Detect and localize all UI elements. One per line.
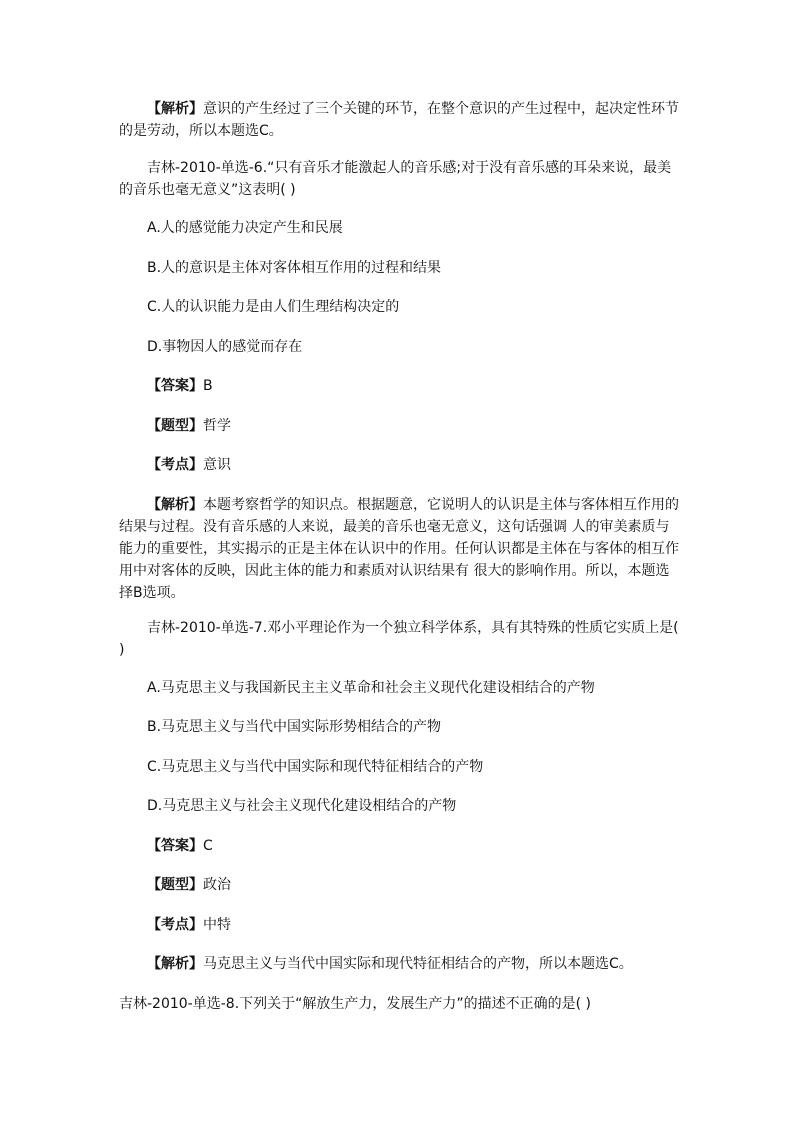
option-text: B.马克思主义与当代中国实际形势相结合的产物 bbox=[147, 719, 442, 735]
answer-value: B bbox=[203, 378, 213, 394]
keypoint-value: 意识 bbox=[203, 457, 231, 473]
keypoint-label: 【考点】 bbox=[147, 457, 203, 473]
analysis-text: 本题考察哲学的知识点。根据题意，它说明人的认识是主体与客体相互作用的结果与过程。没有音乐感的人来说，最美的音乐也毫无意义，这句话强调 人的审美素质与能力的重要性，其实揭示的正是主体在认识中的作用。任何认识都是主体在与客体的相互作用中对客体的反映，因此主体的能力和素质对认识结果有 很大的影响作用。所以，本题选择B选项。 bbox=[119, 497, 679, 601]
analysis-text: 意识的产生经过了三个关键的环节，在整个意识的产生过程中，起决定性环节的是劳动，所以本题选C。 bbox=[119, 101, 679, 139]
answer-value: C bbox=[203, 838, 213, 854]
question-6-stem bbox=[119, 157, 679, 201]
type-line bbox=[119, 874, 679, 896]
option-d bbox=[119, 336, 679, 358]
option-text: C.马克思主义与当代中国实际和现代特征相结合的产物 bbox=[147, 759, 484, 775]
option-a bbox=[119, 217, 679, 239]
type-label: 【题型】 bbox=[147, 877, 203, 893]
type-label: 【题型】 bbox=[147, 418, 203, 434]
option-text: C.人的认识能力是由人们生理结构决定的 bbox=[147, 299, 400, 315]
answer-line bbox=[119, 835, 679, 857]
type-value: 政治 bbox=[203, 877, 231, 893]
option-text: D.事物因人的感觉而存在 bbox=[147, 339, 303, 355]
question-8-stem bbox=[119, 993, 679, 1015]
option-a bbox=[119, 677, 679, 699]
analysis-paragraph bbox=[119, 953, 679, 975]
analysis-paragraph bbox=[119, 494, 679, 604]
option-c bbox=[119, 756, 679, 778]
question-text: 吉林-2010-单选-8.下列关于“解放生产力，发展生产力”的描述不正确的是( ) bbox=[119, 996, 592, 1012]
option-text: A.马克思主义与我国新民主主义革命和社会主义现代化建设相结合的产物 bbox=[147, 680, 595, 696]
option-d bbox=[119, 795, 679, 817]
option-b bbox=[119, 257, 679, 279]
answer-label: 【答案】 bbox=[147, 838, 203, 854]
analysis-paragraph bbox=[119, 98, 679, 142]
analysis-text: 马克思主义与当代中国实际和现代特征相结合的产物，所以本题选C。 bbox=[203, 956, 633, 972]
option-text: A.人的感觉能力决定产生和民展 bbox=[147, 220, 343, 236]
option-c bbox=[119, 296, 679, 318]
option-b bbox=[119, 716, 679, 738]
keypoint-label: 【考点】 bbox=[147, 917, 203, 933]
question-text: 吉林-2010-单选-6.“只有音乐才能激起人的音乐感;对于没有音乐感的耳朵来说，最美的音乐也毫无意义”这表明( ) bbox=[119, 160, 672, 198]
option-text: B.人的意识是主体对客体相互作用的过程和结果 bbox=[147, 260, 442, 276]
analysis-label: 【解析】 bbox=[147, 956, 203, 972]
type-line bbox=[119, 415, 679, 437]
answer-line bbox=[119, 375, 679, 397]
keypoint-line bbox=[119, 914, 679, 936]
answer-label: 【答案】 bbox=[147, 378, 203, 394]
keypoint-value: 中特 bbox=[203, 917, 231, 933]
analysis-label: 【解析】 bbox=[147, 101, 203, 117]
question-7-stem bbox=[119, 617, 679, 661]
question-text: 吉林-2010-单选-7.邓小平理论作为一个独立科学体系，具有其特殊的性质它实质上是( ) bbox=[119, 620, 679, 658]
option-text: D.马克思主义与社会主义现代化建设相结合的产物 bbox=[147, 798, 457, 814]
analysis-label: 【解析】 bbox=[147, 497, 203, 513]
keypoint-line bbox=[119, 454, 679, 476]
type-value: 哲学 bbox=[203, 418, 231, 434]
